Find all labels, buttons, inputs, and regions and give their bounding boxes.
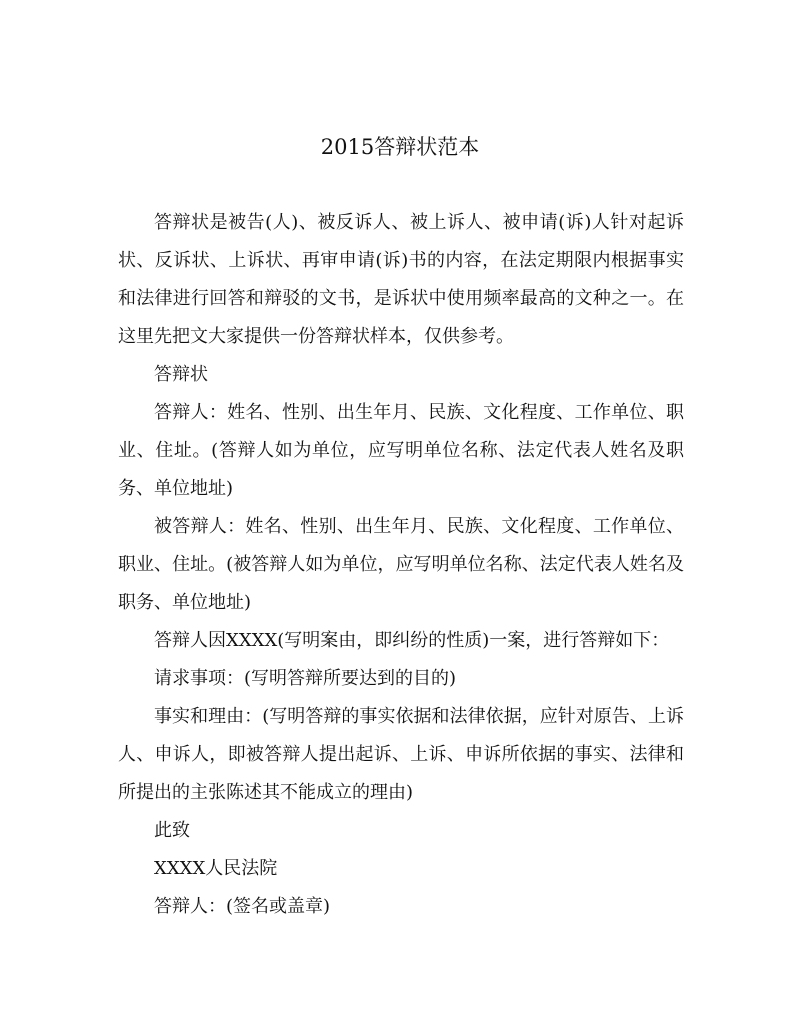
document-title: 2015答辩状范本 bbox=[320, 135, 480, 159]
document-body bbox=[118, 204, 684, 926]
facts-paragraph: 事实和理由：(写明答辩的事实依据和法律依据，应针对原告、上诉人、申诉人，即被答辩人提出起诉、上诉、申诉所依据的事实、法律和所提出的主张陈述其不能成立的理由) bbox=[118, 706, 684, 803]
respondent-paragraph: 答辩人：姓名、性别、出生年月、民族、文化程度、工作单位、职业、住址。(答辩人如为单位，应写明单位名称、法定代表人姓名及职务、单位地址) bbox=[118, 402, 684, 499]
intro-paragraph: 答辩状是被告(人)、被反诉人、被上诉人、被申请(诉)人针对起诉状、反诉状、上诉状、再审申请(诉)书的内容，在法定期限内根据事实和法律进行回答和辩驳的文书，是诉状中使用频率最高的文种之一。在这里先把文大家提供一份答辩状样本，仅供参考。 bbox=[118, 212, 684, 347]
requests-paragraph: 请求事项：(写明答辩所要达到的目的) bbox=[154, 668, 457, 689]
salutation-line: 此致 bbox=[154, 820, 190, 841]
opposing-party-paragraph: 被答辩人：姓名、性别、出生年月、民族、文化程度、工作单位、职业、住址。(被答辩人如为单位，应写明单位名称、法定代表人姓名及职务、单位地址) bbox=[118, 516, 684, 613]
case-paragraph: 答辩人因XXXX(写明案由，即纠纷的性质)一案，进行答辩如下： bbox=[154, 630, 670, 651]
signature-line: 答辩人：(签名或盖章) bbox=[154, 896, 331, 917]
section-heading: 答辩状 bbox=[154, 364, 208, 385]
court-line: XXXX人民法院 bbox=[154, 858, 278, 879]
